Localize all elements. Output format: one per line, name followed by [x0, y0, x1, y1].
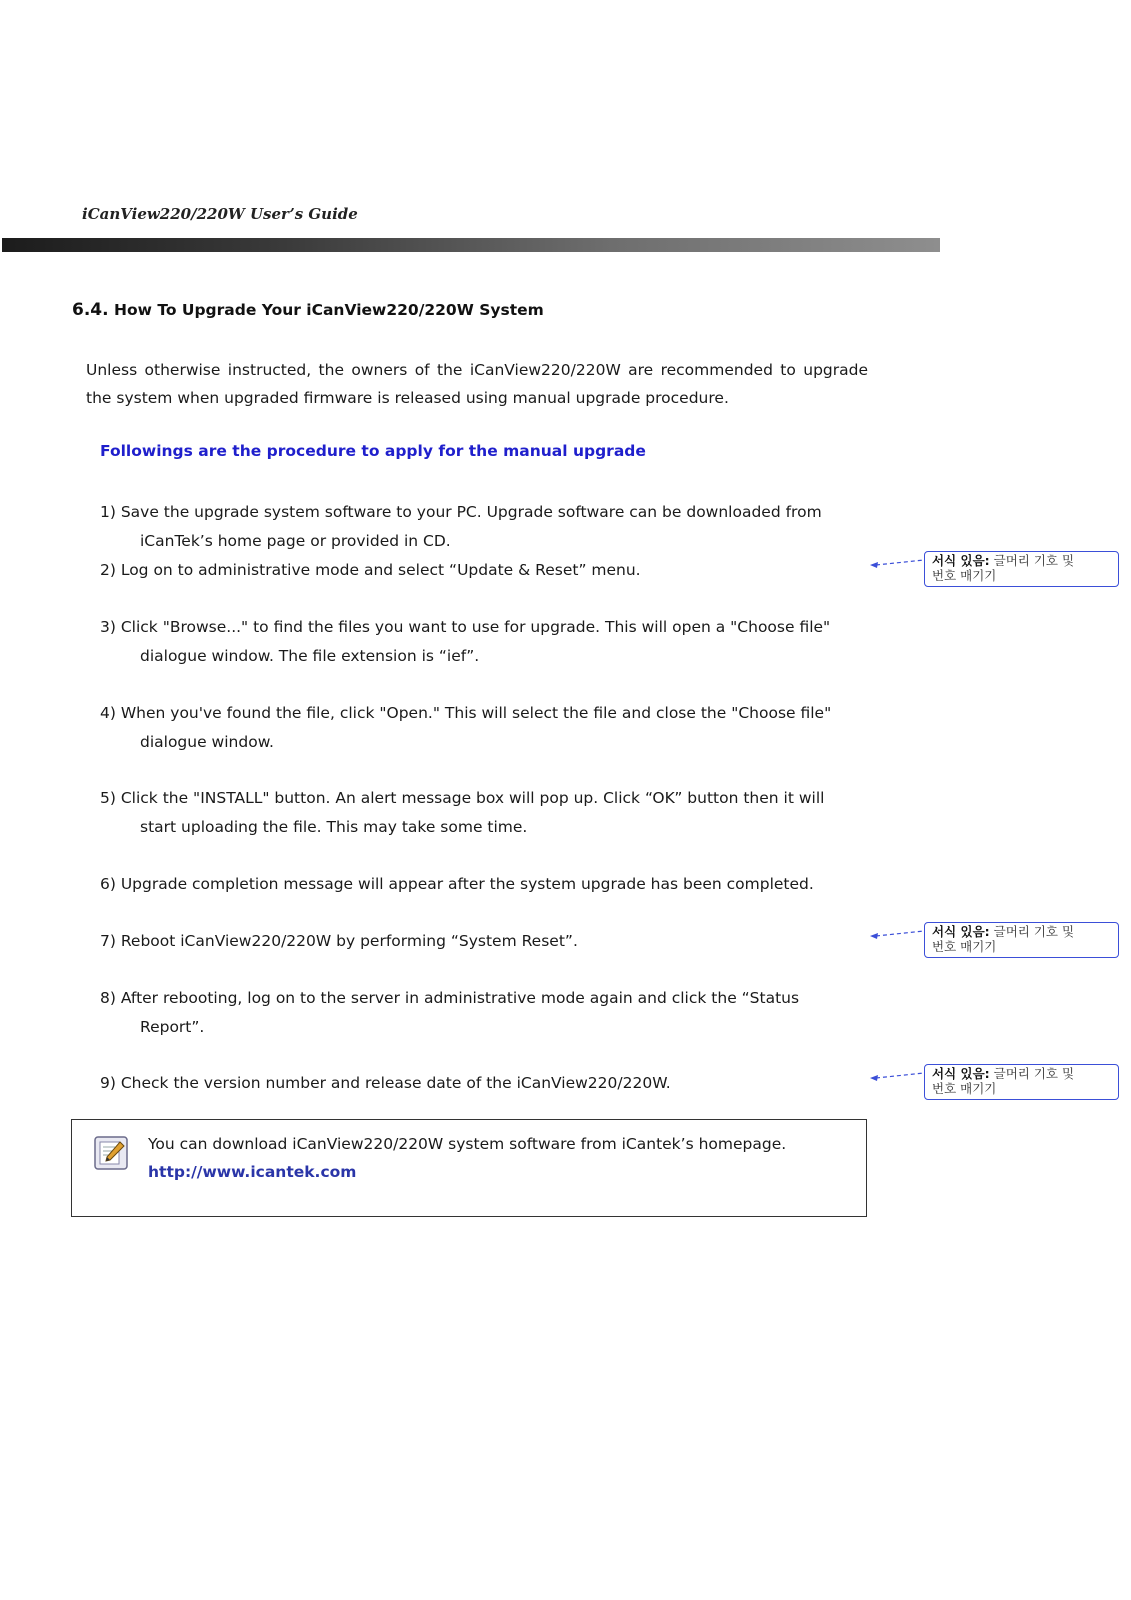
comment-line [932, 1066, 1112, 1081]
section-heading [72, 300, 544, 320]
step-text: 8) After rebooting, log on to the server in administrative mode again and click the “Status [100, 989, 800, 1007]
step-text-continued: dialogue window. The file extension is “ief”. [140, 647, 480, 665]
step-text: 3) Click "Browse..." to find the files you want to use for upgrade. This will open a "Choose file" [100, 618, 831, 636]
step-text-continued: dialogue window. [140, 733, 274, 751]
step-8 [100, 984, 868, 1042]
comment-text: 글머리 기호 및 [989, 924, 1075, 939]
comment-line [932, 553, 1112, 568]
step-text-continued: iCanTek’s home page or provided in CD. [140, 532, 451, 550]
step-text: 6) Upgrade completion message will appear after the system upgrade has been completed. [100, 875, 814, 893]
step-2 [100, 556, 868, 585]
comment-label: 서식 있음: [932, 553, 990, 568]
comment-line-2: 번호 매기기 [932, 568, 997, 583]
format-comment-2[interactable] [924, 922, 1119, 958]
comment-connector-3 [870, 1071, 926, 1083]
comment-line-2: 번호 매기기 [932, 939, 997, 954]
procedure-heading: Followings are the procedure to apply for the manual upgrade [100, 442, 646, 460]
step-text: 9) Check the version number and release date of the iCanView220/220W. [100, 1074, 671, 1092]
homepage-link[interactable]: http://www.icantek.com [148, 1163, 357, 1181]
note-box [71, 1119, 867, 1217]
comment-line-2: 번호 매기기 [932, 1081, 997, 1096]
step-text: 7) Reboot iCanView220/220W by performing “System Reset”. [100, 932, 578, 950]
step-text-continued: Report”. [140, 1018, 205, 1036]
comment-connector-2 [870, 929, 926, 941]
step-3 [100, 613, 868, 671]
comment-label: 서식 있음: [932, 924, 990, 939]
step-text-continued: start uploading the file. This may take some time. [140, 818, 528, 836]
step-4 [100, 699, 868, 757]
format-comment-3[interactable] [924, 1064, 1119, 1100]
note-content [148, 1130, 786, 1186]
step-7 [100, 927, 868, 956]
comment-connector-1 [870, 558, 926, 570]
format-comment-1[interactable] [924, 551, 1119, 587]
intro-paragraph: Unless otherwise instructed, the owners of the iCanView220/220W are recommended to upgrade the system when upgraded firmware is released using manual upgrade procedure. [86, 361, 868, 407]
step-text: 1) Save the upgrade system software to your PC. Upgrade software can be downloaded from [100, 503, 822, 521]
step-text: 2) Log on to administrative mode and select “Update & Reset” menu. [100, 561, 641, 579]
step-1 [100, 498, 868, 556]
note-text: You can download iCanView220/220W system software from iCantek’s homepage. [148, 1135, 787, 1153]
header-gradient-bar [2, 238, 940, 252]
comment-text: 글머리 기호 및 [989, 553, 1075, 568]
step-text: 4) When you've found the file, click "Open." This will select the file and close the "Choose file" [100, 704, 832, 722]
step-5 [100, 784, 868, 842]
comment-line [932, 924, 1112, 939]
comment-label: 서식 있음: [932, 1066, 990, 1081]
section-number: 6.4. [72, 300, 109, 320]
note-pencil-icon [94, 1136, 128, 1170]
section-title: How To Upgrade Your iCanView220/220W System [113, 301, 544, 319]
comment-text: 글머리 기호 및 [989, 1066, 1075, 1081]
step-6 [100, 870, 868, 899]
running-header: iCanView220/220W User’s Guide [82, 205, 358, 223]
step-9 [100, 1069, 868, 1098]
step-text: 5) Click the "INSTALL" button. An alert message box will pop up. Click “OK” button then it will [100, 789, 825, 807]
